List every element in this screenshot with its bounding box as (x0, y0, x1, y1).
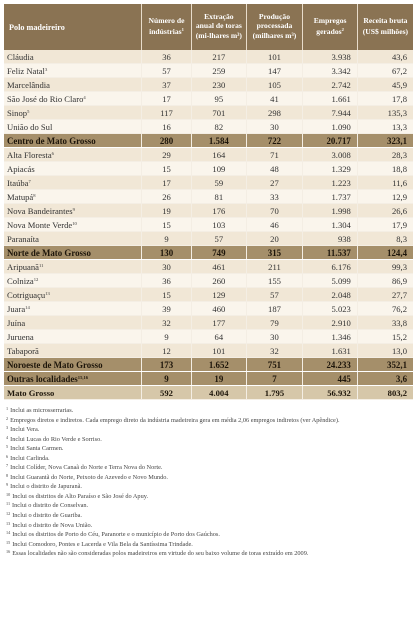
revenue-cell: 43,6 (357, 50, 413, 64)
production-cell: 57 (246, 288, 303, 302)
revenue-cell: 86,9 (357, 274, 413, 288)
industries-cell: 117 (141, 106, 191, 120)
jobs-cell: 3.008 (303, 148, 358, 162)
industries-cell: 173 (141, 358, 191, 372)
row-label (4, 78, 141, 92)
extraction-cell: 177 (192, 316, 247, 330)
table-row (4, 204, 413, 218)
industries-cell: 29 (141, 148, 191, 162)
footnote-text: Inclui os distritos de Porto do Céu, Paranorte e o município de Porto dos Gaúchos. (12, 531, 220, 539)
footnote-marker: 7 (28, 179, 31, 184)
extraction-cell: 1.584 (192, 134, 247, 148)
row-label-text: Mato Grosso (7, 388, 55, 398)
header-industries: Número de indústrias$^1$ (141, 4, 191, 50)
footnote-item (6, 529, 413, 539)
industries-cell: 15 (141, 218, 191, 232)
row-label (4, 274, 141, 288)
industries-cell: 19 (141, 204, 191, 218)
extraction-cell: 4.004 (192, 386, 247, 400)
jobs-cell: 1.737 (303, 190, 358, 204)
row-label-text: Juína (7, 318, 26, 328)
footnote-marker: 15,16 (77, 375, 89, 380)
revenue-cell: 803,2 (357, 386, 413, 400)
industries-cell: 17 (141, 176, 191, 190)
table-row (4, 162, 413, 176)
header-row (4, 4, 413, 50)
row-label (4, 204, 141, 218)
table-row (4, 78, 413, 92)
jobs-cell: 1.304 (303, 218, 358, 232)
industries-cell: 37 (141, 78, 191, 92)
revenue-cell: 17,8 (357, 92, 413, 106)
extraction-cell: 749 (192, 246, 247, 260)
table-body (4, 50, 413, 400)
footnote-marker: 9 (72, 207, 75, 212)
row-label-text: Noroeste de Mato Grosso (7, 360, 103, 370)
production-cell: 7 (246, 372, 303, 386)
row-label (4, 246, 141, 260)
revenue-cell: 15,2 (357, 330, 413, 344)
revenue-cell: 13,3 (357, 120, 413, 134)
footnote-text: Essas localidades não são consideradas polos madeireiros em virtude do seu baixo volume de toras extraído em 2009. (12, 550, 309, 558)
industries-cell: 17 (141, 92, 191, 106)
extraction-cell: 103 (192, 218, 247, 232)
header-revenue: Receita bruta (US$ milhões) (357, 4, 413, 50)
industries-cell: 15 (141, 162, 191, 176)
footnote-text: Inclui Vera. (10, 426, 40, 434)
footnote-item (6, 472, 413, 482)
footnote-text: Inclui o distrito de Nova União. (12, 521, 93, 529)
footnote-item (6, 462, 413, 472)
revenue-cell: 17,9 (357, 218, 413, 232)
footnote-text: Inclui o distrito de Conselvan. (12, 502, 89, 510)
row-label (4, 232, 141, 246)
table-row (4, 330, 413, 344)
footnote-number: 15 (6, 539, 11, 545)
row-label (4, 50, 141, 64)
jobs-cell: 2.048 (303, 288, 358, 302)
table-row (4, 64, 413, 78)
production-cell: 48 (246, 162, 303, 176)
industries-cell: 9 (141, 330, 191, 344)
extraction-cell: 230 (192, 78, 247, 92)
footnote-item (6, 510, 413, 520)
footnote-marker: 6 (51, 151, 54, 156)
row-label-text: Tabaporã (7, 346, 39, 356)
footnote-number: 2 (6, 415, 9, 421)
footnote-item (6, 453, 413, 463)
production-cell: 27 (246, 176, 303, 190)
row-label (4, 288, 141, 302)
revenue-cell: 28,3 (357, 148, 413, 162)
table-row (4, 232, 413, 246)
row-label (4, 176, 141, 190)
production-cell: 722 (246, 134, 303, 148)
revenue-cell: 45,9 (357, 78, 413, 92)
jobs-cell: 11.537 (303, 246, 358, 260)
production-cell: 101 (246, 50, 303, 64)
production-cell: 298 (246, 106, 303, 120)
production-cell: 187 (246, 302, 303, 316)
table-row (4, 92, 413, 106)
extraction-cell: 260 (192, 274, 247, 288)
footnote-text: Inclui o distrito de Guariba. (12, 512, 82, 520)
row-label-text: Apiacás (7, 164, 35, 174)
production-cell: 70 (246, 204, 303, 218)
footnote-item (6, 491, 413, 501)
jobs-cell: 1.998 (303, 204, 358, 218)
footnote-text: Inclui Comodoro, Pontes e Lacerda e Vila Bela da Santíssima Trindade. (12, 540, 193, 548)
extraction-cell: 461 (192, 260, 247, 274)
footnote-text: Inclui Colíder, Nova Canaã do Norte e Terra Nova do Norte. (10, 464, 163, 472)
row-label (4, 92, 141, 106)
row-label (4, 344, 141, 358)
industries-cell: 9 (141, 232, 191, 246)
row-label-text: Outras localidades (7, 374, 78, 384)
row-label (4, 106, 141, 120)
jobs-cell: 5.023 (303, 302, 358, 316)
row-label-text: Sinop (7, 108, 28, 118)
jobs-cell: 445 (303, 372, 358, 386)
footnote-number: 13 (6, 520, 11, 526)
production-cell: 105 (246, 78, 303, 92)
production-cell: 751 (246, 358, 303, 372)
extraction-cell: 164 (192, 148, 247, 162)
row-label-text: Colniza (7, 276, 34, 286)
table-row (4, 50, 413, 64)
row-label (4, 162, 141, 176)
industries-cell: 16 (141, 120, 191, 134)
footnote-marker: 4 (83, 95, 86, 100)
extraction-cell: 1.652 (192, 358, 247, 372)
production-cell: 41 (246, 92, 303, 106)
footnote-item (6, 481, 413, 491)
footnote-item (6, 405, 413, 415)
extraction-cell: 701 (192, 106, 247, 120)
industries-cell: 280 (141, 134, 191, 148)
jobs-cell: 3.938 (303, 50, 358, 64)
footnote-number: 3 (6, 425, 9, 431)
footnote-item (6, 424, 413, 434)
footnote-text: Inclui Santa Carmen. (10, 445, 64, 453)
row-label-text: União do Sul (7, 122, 53, 132)
row-label-text: Norte de Mato Grosso (7, 248, 91, 258)
production-cell: 30 (246, 120, 303, 134)
revenue-cell: 352,1 (357, 358, 413, 372)
footnote-marker: 3 (44, 67, 48, 72)
table-row (4, 302, 413, 316)
extraction-cell: 64 (192, 330, 247, 344)
table-row (4, 344, 413, 358)
revenue-cell: 26,6 (357, 204, 413, 218)
extraction-cell: 129 (192, 288, 247, 302)
jobs-cell: 2.742 (303, 78, 358, 92)
jobs-cell: 24.233 (303, 358, 358, 372)
industries-cell: 39 (141, 302, 191, 316)
extraction-cell: 57 (192, 232, 247, 246)
industries-cell: 26 (141, 190, 191, 204)
extraction-cell: 217 (192, 50, 247, 64)
footnote-item (6, 548, 413, 558)
jobs-cell: 1.346 (303, 330, 358, 344)
row-label (4, 372, 141, 386)
jobs-cell: 1.631 (303, 344, 358, 358)
revenue-cell: 323,1 (357, 134, 413, 148)
extraction-cell: 176 (192, 204, 247, 218)
industries-cell: 592 (141, 386, 191, 400)
header-extraction: Extração anual de toras (mi-lhares m³) (192, 4, 247, 50)
revenue-cell: 76,2 (357, 302, 413, 316)
row-label-text: Feliz Natal (7, 66, 45, 76)
header-polo: Polo madeireiro (4, 4, 141, 50)
footnotes (4, 405, 413, 558)
row-label-text: Nova Bandeirantes (7, 206, 73, 216)
extraction-cell: 460 (192, 302, 247, 316)
footnote-marker: 10 (72, 221, 77, 226)
footnote-marker: 14 (25, 305, 30, 310)
row-label-text: Itaúba (7, 178, 29, 188)
row-label-text: Cláudia (7, 52, 34, 62)
row-label-text: Nova Monte Verde (7, 220, 73, 230)
row-label-text: Alta Floresta (7, 150, 52, 160)
industries-cell: 36 (141, 50, 191, 64)
production-cell: 30 (246, 330, 303, 344)
revenue-cell: 33,8 (357, 316, 413, 330)
footnote-number: 16 (6, 549, 11, 555)
table-row (4, 316, 413, 330)
footnote-number: 10 (6, 491, 11, 497)
production-cell: 315 (246, 246, 303, 260)
footnote-item (6, 539, 413, 549)
footnote-number: 9 (6, 482, 9, 488)
row-label (4, 120, 141, 134)
revenue-cell: 124,4 (357, 246, 413, 260)
jobs-cell: 2.910 (303, 316, 358, 330)
footnote-number: 11 (6, 501, 11, 507)
row-label-text: Juruena (7, 332, 34, 342)
footnote-number: 4 (6, 434, 9, 440)
row-label (4, 218, 141, 232)
revenue-cell: 12,9 (357, 190, 413, 204)
header-jobs: Empregos gerados$^2$ (303, 4, 358, 50)
subtotal-row (4, 372, 413, 386)
footnote-item (6, 415, 413, 425)
subtotal-row (4, 134, 413, 148)
row-label (4, 358, 141, 372)
footnote-text: Inclui os distritos de Alto Paraíso e São José do Apuy. (12, 492, 149, 500)
jobs-cell: 938 (303, 232, 358, 246)
table-row (4, 260, 413, 274)
production-cell: 46 (246, 218, 303, 232)
footnote-marker: 8 (33, 193, 36, 198)
footnote-number: 8 (6, 472, 9, 478)
row-label (4, 316, 141, 330)
row-label-text: São José do Rio Claro (7, 94, 84, 104)
footnote-text: Inclui Lucas do Rio Verde e Sorriso. (10, 435, 102, 443)
row-label-text: Aripuanã (7, 262, 39, 272)
row-label-text: Paranaíta (7, 234, 39, 244)
extraction-cell: 109 (192, 162, 247, 176)
footnote-text: Inclui o distrito de Japuranã. (10, 483, 82, 491)
row-label-text: Centro de Mato Grosso (7, 136, 96, 146)
extraction-cell: 19 (192, 372, 247, 386)
industries-cell: 9 (141, 372, 191, 386)
extraction-cell: 101 (192, 344, 247, 358)
footnote-marker: 13 (45, 291, 50, 296)
industries-cell: 130 (141, 246, 191, 260)
jobs-cell: 1.329 (303, 162, 358, 176)
revenue-cell: 27,7 (357, 288, 413, 302)
industries-cell: 32 (141, 316, 191, 330)
footnote-text: Inclui as microsserrarias. (10, 407, 74, 414)
industries-cell: 36 (141, 274, 191, 288)
footnote-text: Inclui Carlinda. (10, 454, 50, 462)
footnote-number: 1 (6, 406, 9, 411)
footnote-marker: 5 (27, 109, 30, 114)
footnote-item (6, 443, 413, 453)
production-cell: 33 (246, 190, 303, 204)
production-cell: 155 (246, 274, 303, 288)
timber-centers-table (4, 4, 413, 400)
table-header (4, 4, 413, 50)
footnote-number: 5 (6, 444, 9, 450)
table-row (4, 274, 413, 288)
table-row (4, 106, 413, 120)
row-label-text: Matupá (7, 192, 34, 202)
row-label (4, 148, 141, 162)
table-row (4, 218, 413, 232)
header-production: Produção processada (milhares m³) (246, 4, 303, 50)
extraction-cell: 259 (192, 64, 247, 78)
footnote-text: Inclui Guarantã do Norte, Peixoto de Azevedo e Novo Mundo. (10, 473, 169, 481)
production-cell: 1.795 (246, 386, 303, 400)
industries-cell: 57 (141, 64, 191, 78)
row-label (4, 386, 141, 400)
footnote-number: 7 (6, 463, 9, 469)
footnote-item (6, 520, 413, 530)
footnote-number: 12 (6, 511, 11, 517)
row-label (4, 330, 141, 344)
production-cell: 71 (246, 148, 303, 162)
revenue-cell: 67,2 (357, 64, 413, 78)
extraction-cell: 82 (192, 120, 247, 134)
total-row (4, 386, 413, 400)
jobs-cell: 56.932 (303, 386, 358, 400)
extraction-cell: 95 (192, 92, 247, 106)
revenue-cell: 8,3 (357, 232, 413, 246)
footnote-number: 6 (6, 453, 9, 459)
industries-cell: 12 (141, 344, 191, 358)
production-cell: 79 (246, 316, 303, 330)
industries-cell: 15 (141, 288, 191, 302)
footnote-number: 14 (6, 530, 11, 536)
jobs-cell: 1.223 (303, 176, 358, 190)
jobs-cell: 7.944 (303, 106, 358, 120)
industries-cell: 30 (141, 260, 191, 274)
footnote-text: Empregos diretos e indiretos. Cada emprego direto da indústria madeireira gera em média 2,06 empregos indiretos (ver Apêndice). (10, 416, 340, 424)
row-label (4, 302, 141, 316)
revenue-cell: 18,8 (357, 162, 413, 176)
jobs-cell: 3.342 (303, 64, 358, 78)
row-label (4, 260, 141, 274)
row-label (4, 64, 141, 78)
table-row (4, 120, 413, 134)
revenue-cell: 3,6 (357, 372, 413, 386)
revenue-cell: 135,3 (357, 106, 413, 120)
production-cell: 20 (246, 232, 303, 246)
extraction-cell: 81 (192, 190, 247, 204)
revenue-cell: 11,6 (357, 176, 413, 190)
subtotal-row (4, 358, 413, 372)
table-row (4, 288, 413, 302)
revenue-cell: 99,3 (357, 260, 413, 274)
production-cell: 211 (246, 260, 303, 274)
row-label-text: Cotriguaçu (7, 290, 46, 300)
table-row (4, 190, 413, 204)
footnote-item (6, 434, 413, 444)
jobs-cell: 1.090 (303, 120, 358, 134)
table-row (4, 176, 413, 190)
jobs-cell: 1.661 (303, 92, 358, 106)
jobs-cell: 5.099 (303, 274, 358, 288)
production-cell: 147 (246, 64, 303, 78)
production-cell: 32 (246, 344, 303, 358)
revenue-cell: 13,0 (357, 344, 413, 358)
jobs-cell: 6.176 (303, 260, 358, 274)
subtotal-row (4, 246, 413, 260)
row-label-text: Marcelândia (7, 80, 50, 90)
table-row (4, 148, 413, 162)
row-label-text: Juara (7, 304, 26, 314)
footnote-item (6, 500, 413, 510)
extraction-cell: 59 (192, 176, 247, 190)
row-label (4, 134, 141, 148)
row-label (4, 190, 141, 204)
footnote-marker: 11 (38, 263, 44, 268)
footnote-marker: 12 (33, 277, 39, 282)
jobs-cell: 20.717 (303, 134, 358, 148)
